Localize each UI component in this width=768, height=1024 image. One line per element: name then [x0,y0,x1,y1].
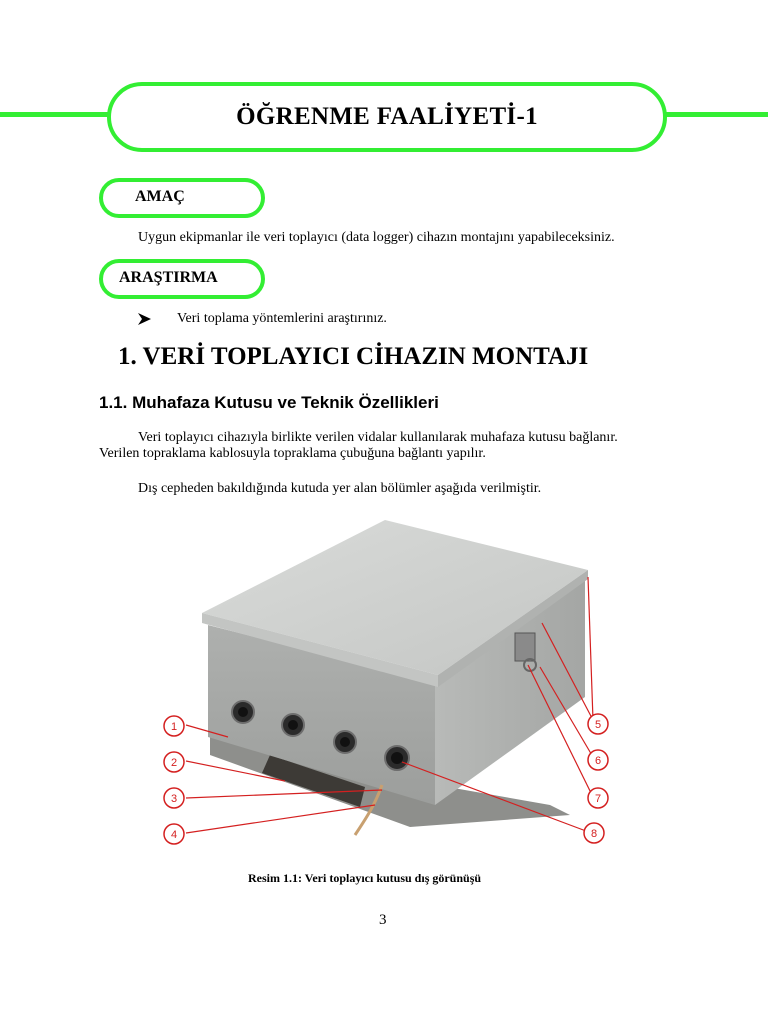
arastirma-bullet-text: Veri toplama yöntemlerini araştırınız. [177,311,387,326]
subsection-heading: 1.1. Muhafaza Kutusu ve Teknik Özellikleri [99,393,439,412]
amac-label: AMAÇ [135,188,185,205]
banner-title: ÖĞRENME FAALİYETİ-1 [236,103,538,130]
section-heading: 1. VERİ TOPLAYICI CİHAZIN MONTAJI [118,343,589,370]
amac-label-pill [99,178,265,218]
arrowhead-bullet-icon [138,312,151,330]
callout-2 [162,750,186,779]
figure [150,515,620,860]
banner-line-left [0,112,112,117]
callout-7 [586,786,610,815]
banner-line-right [655,112,768,117]
callout-8-label: 8 [590,828,598,840]
page-number: 3 [379,912,387,928]
callout-5-label: 5 [594,719,602,731]
callout-5 [586,712,610,741]
callout-3-label: 3 [170,793,178,805]
callout-1 [162,714,186,743]
callout-4-label: 4 [170,829,178,841]
paragraph1-line2: Verilen topraklama kablosuyla topraklama çubuğuna bağlantı yapılır. [99,446,486,461]
callout-3 [162,786,186,815]
callout-4 [162,822,186,851]
amac-text: Uygun ekipmanlar ile veri toplayıcı (data logger) cihazın montajını yapabileceksiniz. [138,230,615,245]
callout-8 [582,821,606,850]
paragraph2: Dış cepheden bakıldığında kutuda yer alan bölümler aşağıda verilmiştir. [138,481,542,496]
paragraph1-line1: Veri toplayıcı cihazıyla birlikte verilen vidalar kullanılarak muhafaza kutusu bağlanır. [138,430,618,445]
figure-caption: Resim 1.1: Veri toplayıcı kutusu dış görünüşü [248,871,482,885]
callout-7-label: 7 [594,793,602,805]
arastirma-label: ARAŞTIRMA [119,269,218,286]
callout-6-label: 6 [594,755,602,767]
callout-6 [586,748,610,777]
callout-1-label: 1 [170,721,178,733]
enclosure-box-image [150,515,620,860]
callout-2-label: 2 [170,757,178,769]
arastirma-label-pill [99,259,265,299]
banner [107,82,667,152]
